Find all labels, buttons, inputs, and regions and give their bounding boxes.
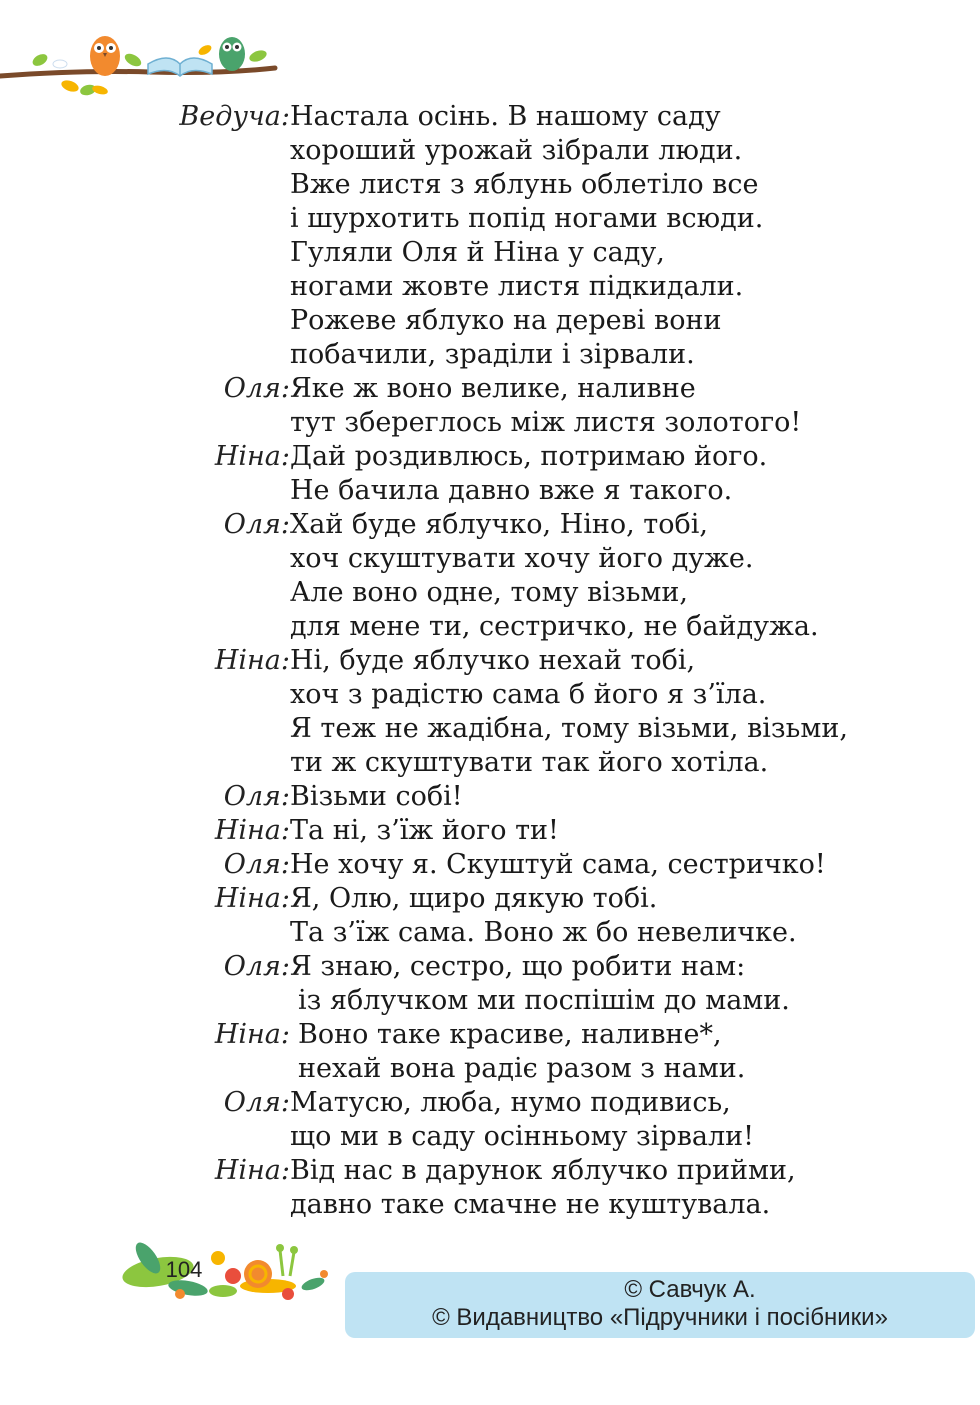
dialogue-line bbox=[0, 134, 980, 168]
owl-green-icon bbox=[219, 37, 245, 71]
page-number: 104 bbox=[165, 1257, 203, 1282]
branch-owls-illustration bbox=[0, 34, 280, 104]
dialogue-line bbox=[0, 406, 980, 440]
owl-orange-icon bbox=[90, 36, 120, 76]
dialogue-line bbox=[0, 1188, 980, 1222]
dialogue-line bbox=[0, 882, 980, 916]
dialogue-line bbox=[0, 950, 980, 984]
dialogue-line bbox=[0, 236, 980, 270]
line-text: Та з’їж сама. Воно ж бо невеличке. bbox=[290, 917, 797, 948]
dialogue-line bbox=[0, 542, 980, 576]
line-text: із яблучком ми поспішім до мами. bbox=[298, 985, 790, 1016]
dialogue-line bbox=[0, 814, 980, 848]
line-text: Дай роздивлюсь, потримаю його. bbox=[290, 441, 768, 472]
dialogue-line bbox=[0, 644, 980, 678]
dialogue-line bbox=[0, 474, 980, 508]
line-text: ногами жовте листя підкидали. bbox=[290, 271, 744, 302]
speaker-name: Оля: bbox=[223, 1087, 290, 1118]
speaker-name: Ніна: bbox=[214, 645, 290, 676]
dialogue-line bbox=[0, 576, 980, 610]
speaker-name: Оля: bbox=[223, 509, 290, 540]
dialogue-line bbox=[0, 270, 980, 304]
speaker-name: Ніна: bbox=[214, 1019, 290, 1050]
speaker-name: Оля: bbox=[223, 781, 290, 812]
copyright-box bbox=[345, 1272, 975, 1338]
dialogue-line bbox=[0, 440, 980, 474]
speaker-name: Оля: bbox=[223, 849, 290, 880]
line-text: Візьми собі! bbox=[290, 781, 463, 812]
dialogue-line bbox=[0, 848, 980, 882]
line-text: що ми в саду осінньому зірвали! bbox=[290, 1121, 754, 1152]
speaker-name: Ніна: bbox=[214, 441, 290, 472]
dialogue-line bbox=[0, 1052, 980, 1086]
dialogue-line bbox=[0, 678, 980, 712]
dialogue-line bbox=[0, 168, 980, 202]
line-text: тут збереглось між листя золотого! bbox=[290, 407, 802, 438]
dialogue-line bbox=[0, 338, 980, 372]
dialogue-line bbox=[0, 916, 980, 950]
line-text: Але воно одне, тому візьми, bbox=[290, 577, 688, 608]
line-text: Не хочу я. Скуштуй сама, сестричко! bbox=[290, 849, 826, 880]
speaker-name: Ведуча: bbox=[179, 101, 290, 132]
line-text: Вже листя з яблунь облетіло все bbox=[290, 169, 759, 200]
line-text: Та ні, з’їж його ти! bbox=[290, 815, 559, 846]
dialogue-line bbox=[0, 746, 980, 780]
line-text: Матусю, люба, нумо подивись, bbox=[290, 1087, 731, 1118]
dialogue-text bbox=[0, 100, 980, 1222]
speaker-name: Оля: bbox=[223, 951, 290, 982]
line-text: Ні, буде яблучко нехай тобі, bbox=[290, 645, 696, 676]
line-text: Не бачила давно вже я такого. bbox=[290, 475, 733, 506]
snail-icon bbox=[240, 1244, 298, 1293]
line-text: Рожеве яблуко на дереві вони bbox=[290, 305, 722, 336]
line-text: Яке ж воно велике, наливне bbox=[290, 373, 696, 404]
leaves-snail-illustration bbox=[118, 1236, 338, 1306]
line-text: побачили, зраділи і зірвали. bbox=[290, 339, 695, 370]
dialogue-line bbox=[0, 1154, 980, 1188]
copyright-author: © Савчук А. bbox=[624, 1276, 756, 1303]
dialogue-line bbox=[0, 610, 980, 644]
speaker-name: Ніна: bbox=[214, 815, 290, 846]
line-text: Я теж не жадібна, тому візьми, візьми, bbox=[290, 713, 848, 744]
line-text: нехай вона радіє разом з нами. bbox=[298, 1053, 746, 1084]
dialogue-line bbox=[0, 202, 980, 236]
dialogue-line bbox=[0, 100, 980, 134]
line-text: Гуляли Оля й Ніна у саду, bbox=[290, 237, 665, 268]
line-text: Я знаю, сестро, що робити нам: bbox=[290, 951, 746, 982]
speaker-name: Ніна: bbox=[214, 1155, 290, 1186]
line-text: для мене ти, сестричко, не байдужа. bbox=[290, 611, 819, 642]
speaker-name: Ніна: bbox=[214, 883, 290, 914]
line-text: хоч з радістю сама б його я з’їла. bbox=[290, 679, 767, 710]
line-text: давно таке смачне не куштувала. bbox=[290, 1189, 771, 1220]
line-text: хоч скуштувати хочу його дуже. bbox=[290, 543, 754, 574]
dialogue-line bbox=[0, 984, 980, 1018]
dialogue-line bbox=[0, 508, 980, 542]
dialogue-line bbox=[0, 712, 980, 746]
line-text: Воно таке красиве, наливне*, bbox=[298, 1019, 722, 1050]
line-text: Від нас в дарунок яблучко прийми, bbox=[290, 1155, 796, 1186]
speaker-name: Оля: bbox=[223, 373, 290, 404]
line-text: і шурхотить попід ногами всюди. bbox=[290, 203, 764, 234]
dialogue-line bbox=[0, 1086, 980, 1120]
copyright-publisher: © Видавництво «Підручники і посібники» bbox=[432, 1304, 888, 1331]
dialogue-line bbox=[0, 372, 980, 406]
line-text: ти ж скуштувати так його хотіла. bbox=[290, 747, 769, 778]
line-text: Хай буде яблучко, Ніно, тобі, bbox=[290, 509, 708, 540]
line-text: хороший урожай зібрали люди. bbox=[290, 135, 743, 166]
dialogue-line bbox=[0, 1018, 980, 1052]
line-text: Я, Олю, щиро дякую тобі. bbox=[290, 883, 658, 914]
line-text: Настала осінь. В нашому саду bbox=[290, 101, 721, 132]
dialogue-line bbox=[0, 780, 980, 814]
dialogue-line bbox=[0, 1120, 980, 1154]
dialogue-line bbox=[0, 304, 980, 338]
